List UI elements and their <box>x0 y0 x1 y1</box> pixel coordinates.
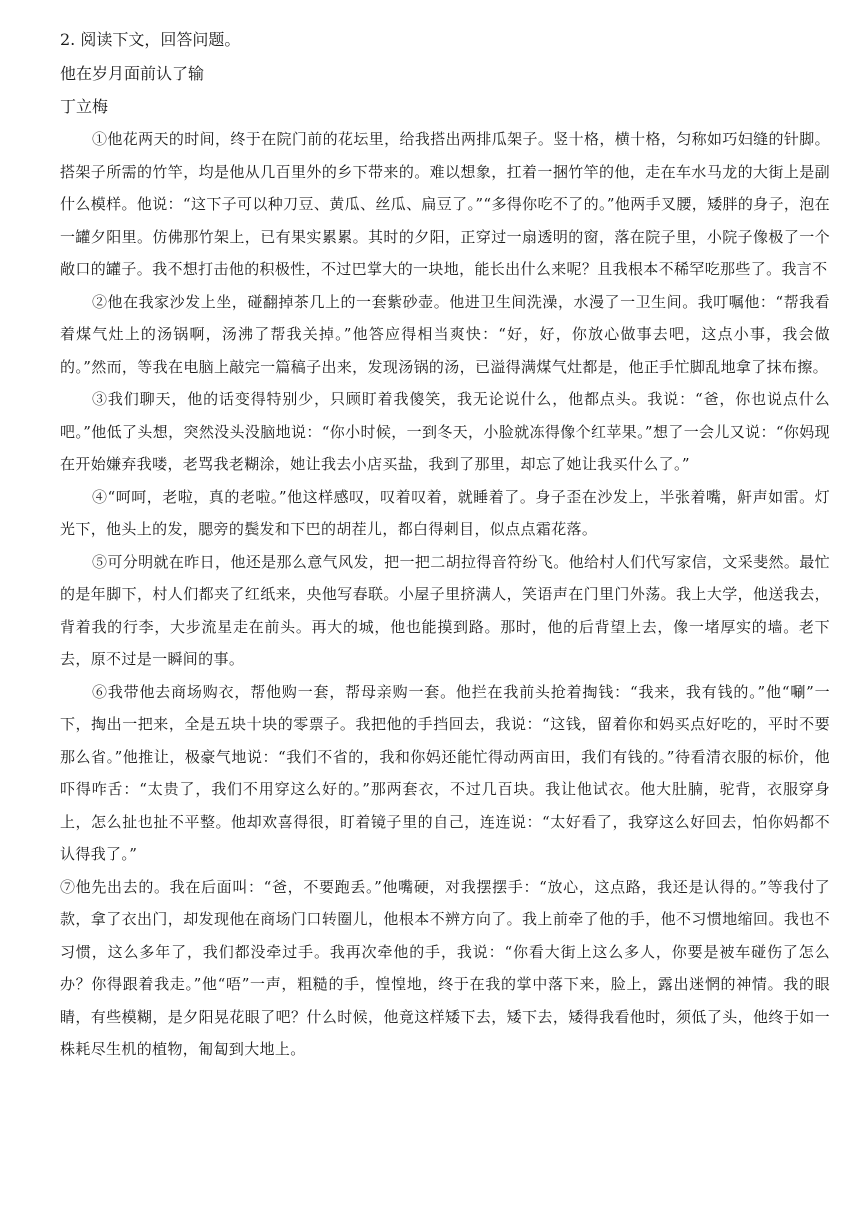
paragraph-2: ②他在我家沙发上坐，碰翻掉茶几上的一套紫砂壶。他进卫生间洗澡，水漫了一卫生间。我叮嘱他：“帮我看着煤气灶上的汤锅啊，汤沸了帮我关掉。”他答应得相当爽快：“好，好，你放心做事去吧，这点小事，我会做的。”然而，等我在电脑上敲完一篇稿子出来，发现汤锅的汤，已溢得满煤气灶都是，他正手忙脚乱地拿了抹布擦。 <box>60 292 830 376</box>
article-author: 丁立梅 <box>60 97 109 116</box>
paragraph-5: ⑤可分明就在昨日，他还是那么意气风发，把一把二胡拉得音符纷飞。他给村人们代写家信，文采斐然。最忙的是年脚下，村人们都夹了红纸来，央他写春联。小屋子里挤满人，笑语声在门里门外荡。我上大学，他送我去，背着我的行李，大步流星走在前头。再大的城，他也能摸到路。那时，他的后背望上去，像一堵厚实的墙。老下去，原不过是一瞬间的事。 <box>60 552 830 668</box>
question-heading: 2. 阅读下文，回答问题。 <box>60 30 241 49</box>
paragraph-1: ①他花两天的时间，终于在院门前的花坛里，给我搭出两排瓜架子。竖十格，横十格，匀称如巧妇缝的针脚。搭架子所需的竹竿，均是他从几百里外的乡下带来的。难以想象，扛着一捆竹竿的他，走在车水马龙的大街上是副什么模样。他说：“这下子可以种刀豆、黄瓜、丝瓜、扁豆了。”“多得你吃不了的。”他两手叉腰，矮胖的身子，泡在一罐夕阳里。仿佛那竹架上，已有果实累累。其时的夕阳，正穿过一扇透明的窗，落在院子里，小院子像极了一个敞口的罐子。我不想打击他的积极性，不过巴掌大的一块地，能长出什么来呢？且我根本不稀罕吃那些了。我言不 <box>60 130 830 278</box>
paragraph-3: ③我们聊天，他的话变得特别少，只顾盯着我傻笑，我无论说什么，他都点头。我说：“爸，你也说点什么吧。”他低了头想，突然没头没脑地说：“你小时候，一到冬天，小脸就冻得像个红苹果。”想了一会儿又说：“你妈现在开始嫌弃我喽，老骂我老糊涂，她让我去小店买盐，我到了那里，却忘了她让我买什么了。” <box>60 390 830 473</box>
paragraph-4: ④“呵呵，老啦，真的老啦。”他这样感叹，叹着叹着，就睡着了。身子歪在沙发上，半张着嘴，鼾声如雷。灯光下，他头上的发，腮旁的鬓发和下巴的胡茬儿，都白得刺目，似点点霜花落。 <box>60 487 830 538</box>
paragraph-6: ⑥我带他去商场购衣，帮他购一套，帮母亲购一套。他拦在我前头抢着掏钱：“我来，我有钱的。”他“唰”一下，掏出一把来，全是五块十块的零票子。我把他的手挡回去，我说：“这钱，留着你和妈买点好吃的，平时不要那么省。”他推让，极豪气地说：“我们不省的，我和你妈还能忙得动两亩田，我们有钱的。”待看清衣服的标价，他吓得咋舌：“太贵了，我们不用穿这么好的。”那两套衣，不过几百块。我让他试衣。他大肚腩，驼背，衣服穿身上，怎么扯也扯不平整。他却欢喜得很，盯着镜子里的自己，连连说：“太好看了，我穿这么好回去，怕你妈都不认得我了。” <box>60 682 830 863</box>
paragraph-7: ⑦他先出去的。我在后面叫：“爸，不要跑丢。”他嘴硬，对我摆摆手：“放心，这点路，我还是认得的。”等我付了款，拿了衣出门，却发现他在商场门口转圈儿，他根本不辨方向了。我上前牵了他的手，他不习惯地缩回。我也不习惯，这么多年了，我们都没牵过手。我再次牵他的手，我说：“你看大街上这么多人，你要是被车碰伤了怎么办？你得跟着我走。”他“唔”一声，粗糙的手，惶惶地，终于在我的掌中落下来，脸上，露出迷惘的神情。我的眼睛，有些模糊，是夕阳晃花眼了吧？什么时候，他竟这样矮下去，矮下去，矮得我看他时，须低了头，他终于如一株耗尽生机的植物，匍匐到大地上。 <box>60 877 830 1058</box>
article-title: 他在岁月面前认了输 <box>60 64 205 83</box>
